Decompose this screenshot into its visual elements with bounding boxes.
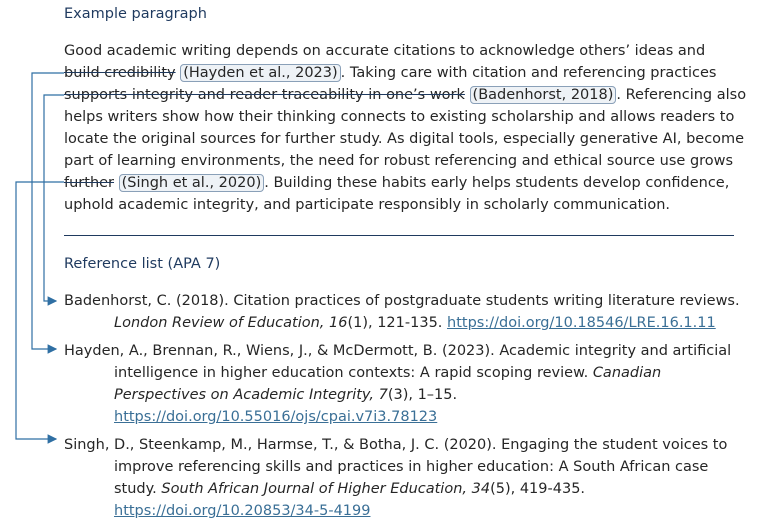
reference-doi-link[interactable]: https://doi.org/10.20853/34-5-4199 [114,503,371,519]
paragraph-text: helps writers show how their thinking connects to existing scholarship and allows readers to [64,109,735,125]
paragraph-line [64,194,754,216]
paragraph-line [64,172,754,194]
paragraph-text [465,87,470,103]
in-text-citation: (Badenhorst, 2018) [470,86,617,104]
reference-entry-singh [64,434,754,522]
reference-journal: South African Journal of Higher Education, 34 [161,481,491,497]
paragraph-text: locate the original sources for further study. As digital tools, especially generative AI, become [64,131,745,147]
paragraph-line [64,106,754,128]
page-title: Example paragraph [64,6,207,22]
reference-text: Singh, D., Steenkamp, M., Harmse, T., & Botha, J. C. (2020). Engaging the student voices to improve referencing skills and practices in higher education: A South African case study. [64,437,728,497]
reference-journal: London Review of Education, 16 [114,315,348,331]
reference-doi-link[interactable]: https://doi.org/10.18546/LRE.16.1.11 [447,315,716,331]
reference-doi-link[interactable]: https://doi.org/10.55016/ojs/cpai.v7i3.78123 [114,409,438,425]
paragraph-line [64,40,754,62]
connected-phrase: supports integrity and reader traceability in one’s work [64,87,465,103]
reference-entry-badenhorst [64,290,754,334]
reference-pages: (5), 419-435. [490,481,586,497]
in-text-citation: (Singh et al., 2020) [119,174,265,192]
reference-text: Hayden, A., Brennan, R., Wiens, J., & McDermott, B. (2023). Academic integrity and artificial intelligence in higher education contexts: A rapid scoping review. [64,343,732,381]
reference-entry-hayden [64,340,754,428]
paragraph-line [64,62,754,84]
paragraph-text: . Building these habits early helps students develop confidence, [264,175,730,191]
in-text-citation: (Hayden et al., 2023) [180,64,340,82]
connected-phrase: build credibility [64,65,176,81]
divider [64,235,734,236]
reference-list-heading: Reference list (APA 7) [64,256,221,272]
connector-singh [16,182,64,439]
reference-journal: Canadian Perspectives on Academic Integrity, 7 [114,365,662,403]
reference-pages: (1), 121-135. [347,315,443,331]
paragraph-line [64,128,754,150]
reference-list [64,290,754,528]
paragraph-text: . Referencing also [616,87,747,103]
connector-badenhorst [44,95,64,301]
paragraph-text: Good academic writing depends on accurate citations to acknowledge others’ ideas and [64,43,706,59]
paragraph-text: . Taking care with citation and referencing practices [340,65,717,81]
paragraph-text [114,175,119,191]
connector-hayden [32,73,64,349]
reference-pages: (3), 1–15. [387,387,458,403]
paragraph-text: part of learning environments, the need for robust referencing and ethical source use grows [64,153,734,169]
paragraph-line [64,150,754,172]
paragraph-line [64,84,754,106]
connected-phrase: further [64,175,115,191]
example-paragraph [64,40,754,216]
reference-text: Badenhorst, C. (2018). Citation practices of postgraduate students writing literature reviews. [64,293,740,309]
paragraph-text: uphold academic integrity, and participate responsibly in scholarly communication. [64,197,671,213]
